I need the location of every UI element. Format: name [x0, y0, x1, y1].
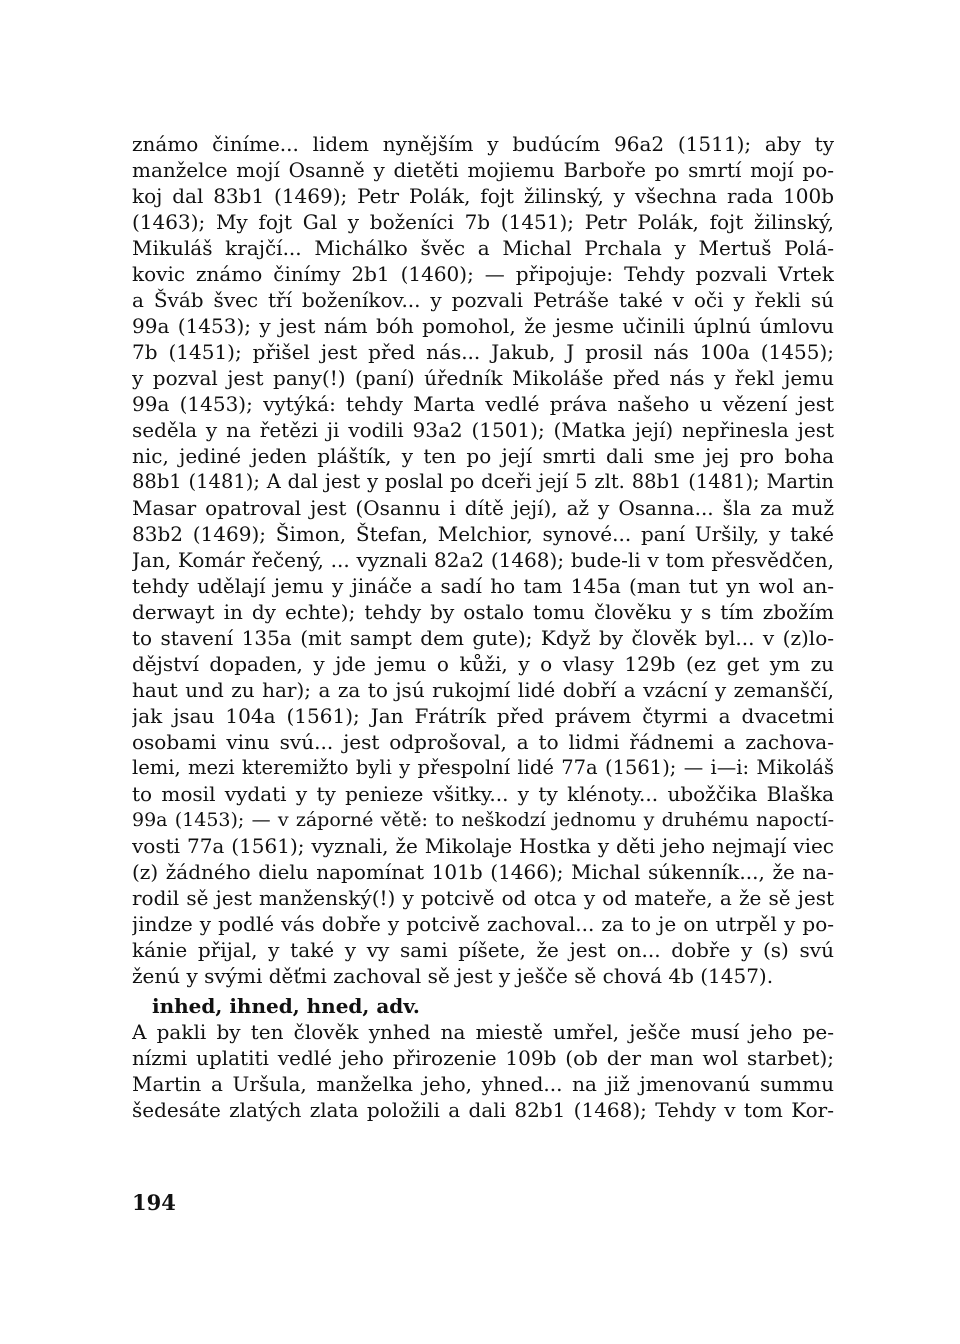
text-line: seděla y na řetězi ji vodili 93a2 (1501); (Matka její) nepřinesla jest: [132, 418, 834, 442]
text-line: rodil sě jest manženský(!) y potcivě od otca y od mateře, a že sě jest: [132, 886, 834, 910]
text-line: to stavení 135a (mit sampt dem gute); Když by člověk byl... v (z)lo-: [132, 626, 834, 650]
text-line: 99a (1453); vytýká: tehdy Marta vedlé práva našeho u vězení jest: [132, 392, 834, 416]
text-line: Martin a Uršula, manželka jeho, yhned... na již jmenovanú summu: [132, 1072, 834, 1096]
text-line: Jan, Komár řečený, ... vyznali 82a2 (1468); bude-li v tom přesvědčen,: [132, 548, 834, 572]
text-line: koj dal 83b1 (1469); Petr Polák, fojt žilinský, y všechna rada 100b: [132, 184, 834, 208]
text-line: 99a (1453); y jest nám bóh pomohol, že jesme učinili úplnú úmlovu: [132, 314, 834, 338]
text-line: 7b (1451); přišel jest před nás... Jakub, J prosil nás 100a (1455);: [132, 340, 834, 364]
text-line: nízmi uplatiti vedlé jeho přirozenie 109b (ob der man wol starbet);: [132, 1046, 834, 1070]
text-line: známo činíme... lidem nynějším y budúcím 96a2 (1511); aby ty: [132, 132, 834, 156]
text-line: lemi, mezi kteremižto byli y přespolní lidé 77a (1561); — i—i: Mikoláš: [132, 756, 834, 779]
text-line: (1463); My fojt Gal y boženíci 7b (1451); Petr Polák, fojt žilinský,: [132, 210, 834, 234]
text-line: haut und zu har); a za to jsú rukojmí lidé dobří a vzácní y zemanščí,: [132, 678, 834, 702]
text-line: to mosil vydati y ty penieze všitky... y ty klénoty... ubožčika Blaška: [132, 782, 834, 806]
text-line: tehdy udělají jemu y jináče a sadí ho tam 145a (man tut yn wol an-: [132, 574, 834, 598]
text-line: y pozval jest pany(!) (paní) úředník Mikoláše před nás y řekl jemu: [132, 366, 834, 390]
entry-headword: inhed, ihned, hned, adv.: [152, 994, 420, 1018]
text-line: šedesáte zlatých zlata položili a dali 82b1 (1468); Tehdy v tom Kor-: [132, 1098, 834, 1122]
text-line: ženú y svými děťmi zachoval sě jest y ješče sě chová 4b (1457).: [132, 964, 774, 988]
text-line: osobami vinu svú... jest odprošoval, a to lidmi řádnemi a zachova-: [132, 730, 834, 754]
text-line: a Šváb švec tří boženíkov... y pozvali Petráše také v oči y řekli sú: [132, 288, 834, 312]
text-line: dějství dopaden, y jde jemu o kůži, y o vlasy 129b (ez get ym zu: [132, 652, 834, 676]
text-line: derwayt in dy echte); tehdy by ostalo tomu člověku y s tím zbožím: [132, 600, 834, 624]
page-number: 194: [132, 1190, 176, 1215]
text-line: jak jsau 104a (1561); Jan Frátrík před právem čtyrmi a dvacetmi: [132, 704, 834, 728]
text-line: vosti 77a (1561); vyznali, že Mikolaje Hostka y děti jeho nejmají viec: [132, 834, 834, 858]
text-line: kánie přijal, y také y vy sami píšete, že jest on... dobře y (s) svú: [132, 938, 834, 962]
text-line: A pakli by ten člověk ynhed na miestě umřel, ješče musí jeho pe-: [132, 1020, 834, 1044]
text-line: 88b1 (1481); A dal jest y poslal po dceři její 5 zlt. 88b1 (1481); Martin: [132, 470, 834, 493]
text-line: manželce mojí Osanně y dietěti mojiemu Barboře po smrtí mojí po-: [132, 158, 834, 182]
text-line: 99a (1453); — v záporné větě: to neškodzí jednomu y druhému napoctí-: [132, 809, 834, 831]
text-line: Masar opatroval jest (Osannu i dítě její), až y Osanna... šla za muž: [132, 496, 834, 520]
text-line: jindze y podlé vás dobře y potcivě zachoval... za to je on utrpěl y po-: [132, 912, 834, 936]
text-line: (z) žádného dielu napomínat 101b (1466); Michal súkenník..., že na-: [132, 860, 834, 884]
text-line: kovic známo činímy 2b1 (1460); — připojuje: Tehdy pozvali Vrtek: [132, 262, 834, 286]
text-line: 83b2 (1469); Šimon, Štefan, Melchior, synové... paní Uršily, y také: [132, 522, 834, 546]
text-line: nic, jediné jeden pláštík, y ten po její smrti dali sme jej pro boha: [132, 444, 834, 468]
text-line: Mikuláš krajčí... Michálko švěc a Michal Prchala y Mertuš Polá-: [132, 236, 834, 260]
